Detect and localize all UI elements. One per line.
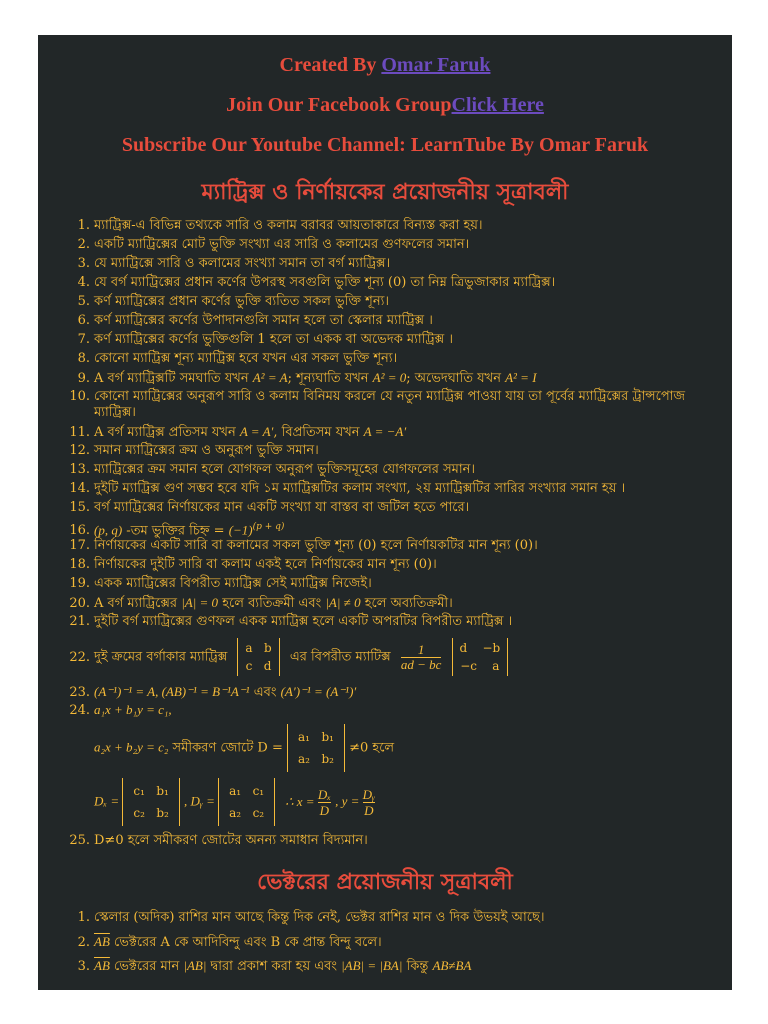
facebook-line: [38, 95, 732, 115]
list-item: 20. A বর্গ ম্যাট্রিক্সের |A| = 0 হলে ব্যতিক্রমী এবং |A| ≠ 0 হলে অব্যতিক্রমী।: [69, 595, 453, 611]
list-item: 11. A বর্গ ম্যাট্রিক্স প্রতিসম যখন A = A′, বিপ্রতিসম যখন A = −A′: [69, 424, 407, 440]
math: A = −A′: [363, 424, 407, 439]
matrix-entry: d: [459, 641, 468, 655]
item-text: স্কেলার (অদিক) রাশির মান আছে কিন্তু দিক নেই, ভেক্টর রাশির মান ও দিক উভয়ই আছে।: [94, 910, 545, 925]
list-item: 9. A বর্গ ম্যাট্রিক্সটি সমঘাতি যখন A² = A; শূন্যঘাতি যখন A² = 0; অভেদঘাতি যখন A² = I: [77, 370, 537, 386]
matrix-entry: a₂: [229, 806, 242, 820]
math: |A| = 0: [181, 595, 219, 610]
fraction: [401, 643, 442, 672]
item-text: দুই ক্রমের বর্গাকার ম্যাট্রিক্স: [94, 649, 228, 665]
math: (−1): [228, 522, 253, 538]
item-text: একটি ম্যাট্রিক্সের মোট ভুক্তি সংখ্যা এর সারি ও কলামের গুণফলের সমান।: [94, 237, 470, 252]
cramer-line: [94, 778, 732, 826]
list-item: 24. a₁x + b₁y = c₁,: [69, 702, 172, 718]
list-item: 3. যে ম্যাট্রিক্সে সারি ও কলামের সংখ্যা সমান তা বর্গ ম্যাট্রিক্স।: [77, 256, 391, 271]
fraction-numerator: Dₓ: [317, 786, 331, 802]
math: |AB|: [183, 958, 207, 973]
list-item: 25. D≠0 হলে সমীকরণ জোটের অনন্য সমাধান বিদ্যমান।: [69, 833, 368, 848]
matrix-entry: d: [263, 659, 272, 673]
math: A² = 0: [372, 370, 407, 385]
math: (A⁻¹)⁻¹ = A, (AB)⁻¹ = B⁻¹A⁻¹: [94, 684, 250, 699]
item-text: , বিপ্রতিসম যখন: [273, 425, 364, 440]
list-item: 1. ম্যাট্রিক্স-এ বিভিন্ন তথ্যকে সারি ও কলাম বরাবর আয়তাকারে বিন্যস্ত করা হয়।: [77, 218, 483, 233]
item-text: দুইটি বর্গ ম্যাট্রিক্সের গুণফল একক ম্যাট্রিক্স হলে একটি অপরটির বিপরীত ম্যাট্রিক্স ।: [94, 614, 513, 629]
item-text: ম্যাট্রিক্স-এ বিভিন্ন তথ্যকে সারি ও কলাম বরাবর আয়তাকারে বিন্যস্ত করা হয়।: [94, 218, 483, 233]
math: a₁x + b₁y = c₁,: [94, 702, 172, 717]
math: |A| ≠ 0: [325, 595, 361, 610]
matrix-entry: b₁: [321, 730, 334, 744]
join-group-label: Join Our Facebook Group: [226, 94, 452, 116]
author-link[interactable]: Omar Faruk: [381, 54, 491, 76]
item-text: ভেক্টরের মান: [109, 959, 184, 974]
inverse-matrix: [452, 638, 509, 676]
item-text: ; শূন্যঘাতি যখন: [287, 371, 373, 386]
fraction-denominator: D: [319, 802, 330, 818]
matrix-entry: a₂: [298, 752, 310, 766]
determinant-Dx: [122, 778, 179, 826]
item-text: নির্ণায়কের একটি সারি বা কলামের সকল ভুক্তি শূন্য (0) হলে নির্ণায়কটির মান শূন্য (0)।: [94, 538, 538, 553]
vector-symbol: $\overline{AB}$: [94, 934, 110, 949]
list-item: 8. কোনো ম্যাট্রিক্স শূন্য ম্যাট্রিক্স হবে যখন এর সকল ভুক্তি শূন্য।: [77, 351, 398, 366]
matrix-entry: c: [245, 659, 253, 673]
math: ∴ x =: [285, 793, 318, 809]
matrix-entry: c₂: [252, 806, 265, 820]
item-text: কর্ণ ম্যাট্রিক্সের প্রধান কর্ণের ভুক্তি ব্যতিত সকল ভুক্তি শূন্য।: [94, 294, 390, 309]
matrix-entry: b₁: [156, 784, 169, 798]
math: , Dᵧ =: [183, 793, 219, 809]
matrix-entry: a₁: [298, 730, 310, 744]
item-text: ম্যাট্রিক্সের ক্রম সমান হলে যোগফল অনুরূপ ভুক্তিসমূহের যোগফলের সমান।: [94, 462, 476, 477]
matrix-2x2: [237, 638, 279, 676]
matrix-entry: c₂: [133, 806, 145, 820]
math: A² = A: [252, 370, 288, 385]
matrix-entry: −c: [460, 659, 478, 673]
item-text: দ্বারা প্রকাশ করা হয় এবং: [206, 959, 342, 974]
item-text: কোনো ম্যাট্রিক্স শূন্য ম্যাট্রিক্স হবে যখন এর সকল ভুক্তি শূন্য।: [94, 351, 398, 366]
list-item: 10. কোনো ম্যাট্রিক্সের অনুরূপ সারি ও কলাম বিনিময় করলে যে নতুন ম্যাট্রিক্স পাওয়া যায় তা পূর্বের ম্যাট্রিক্সের ট্রান্সপোজ ম্যাট্রিক্স।: [66, 389, 716, 421]
item-text: হলে অব্যতিক্রমী।: [360, 596, 453, 611]
click-here-link[interactable]: Click Here: [451, 94, 544, 116]
item-text: সমান ম্যাট্রিক্সের ক্রম ও অনুরূপ ভুক্তি সমান।: [94, 443, 319, 458]
item-text: একক ম্যাট্রিক্সের বিপরীত ম্যাট্রিক্স সেই ম্যাট্রিক্স নিজেই।: [94, 576, 372, 591]
item-text: D≠0 হলে সমীকরণ জোটের অনন্য সমাধান বিদ্যমান।: [94, 833, 368, 848]
item-text: যে ম্যাট্রিক্সে সারি ও কলামের সংখ্যা সমান তা বর্গ ম্যাট্রিক্স।: [94, 256, 391, 271]
item-text: যে বর্গ ম্যাট্রিক্সের প্রধান কর্ণের উপরস্থ সবগুলি ভুক্তি শূন্য (0) তা নিম্ন ত্রিভুজাকার ম্যাট্রিক্স।: [94, 275, 556, 290]
fraction-y: [363, 787, 375, 818]
item-text: দুইটি ম্যাট্রিক্স গুণ সম্ভব হবে যদি ১ম ম্যাট্রিক্সটির কলাম সংখ্যা, ২য় ম্যাট্রিক্সটির সারির সংখ্যার সমান হয় ।: [94, 481, 626, 496]
math: , y =: [335, 793, 363, 809]
determinant-D: [287, 724, 345, 772]
item-text: কর্ণ ম্যাট্রিক্সের কর্ণের উপাদানগুলি সমান হলে তা স্কেলার ম্যাট্রিক্স ।: [94, 313, 433, 328]
matrix-entry: b₂: [156, 806, 169, 820]
list-item: 15. বর্গ ম্যাট্রিক্সের নির্ণায়কের মান একটি সংখ্যা যা বাস্তব বা জটিল হতে পারে।: [69, 500, 470, 515]
item-text: ; অভেদঘাতি যখন: [406, 371, 506, 386]
math: (A′)⁻¹ = (A⁻¹)′: [280, 684, 357, 699]
item-text: কর্ণ ম্যাট্রিক্সের কর্ণের ভুক্তিগুলি 1 হলে তা একক বা অভেদক ম্যাট্রিক্স ।: [94, 332, 453, 347]
determinant-Dy: [218, 778, 275, 826]
fraction-numerator: 1: [401, 643, 442, 658]
list-item: 19. একক ম্যাট্রিক্সের বিপরীত ম্যাট্রিক্স সেই ম্যাট্রিক্স নিজেই।: [69, 576, 372, 591]
item-text: বর্গ ম্যাট্রিক্সের নির্ণায়কের মান একটি সংখ্যা যা বাস্তব বা জটিল হতে পারে।: [94, 500, 470, 515]
list-item: 23. (A⁻¹)⁻¹ = A, (AB)⁻¹ = B⁻¹A⁻¹ এবং (A′)⁻¹ = (A⁻¹)′: [69, 684, 357, 700]
item-text: ≠0 হলে: [349, 740, 395, 756]
list-item: 2. একটি ম্যাট্রিক্সের মোট ভুক্তি সংখ্যা এর সারি ও কলামের গুণফলের সমান।: [77, 237, 470, 252]
list-item: 17. নির্ণায়কের একটি সারি বা কলামের সকল ভুক্তি শূন্য (0) হলে নির্ণায়কটির মান শূন্য (0)।: [69, 538, 538, 553]
math: |AB| = |BA|: [341, 958, 403, 973]
item-text: A বর্গ ম্যাট্রিক্সটি সমঘাতি যখন: [94, 371, 253, 386]
fraction-denominator: ad − bc: [400, 656, 442, 672]
item-text: নির্ণায়কের দুইটি সারি বা কলাম একই হলে নির্ণায়কের মান শূন্য (0)।: [94, 557, 437, 572]
math: A = A′: [239, 424, 274, 439]
fraction-numerator: Dᵧ: [362, 786, 375, 802]
item-text: কোনো ম্যাট্রিক্সের অনুরূপ সারি ও কলাম বিনিময় করলে যে নতুন ম্যাট্রিক্স পাওয়া যায় তা পূর্বের ম্যাট্রিক্সের ট্রান্সপোজ ম্যাট্রিক্স।: [94, 389, 686, 420]
item-text: ভেক্টরের A কে আদিবিন্দু এবং B কে প্রান্ত বিন্দু বলে।: [109, 935, 382, 950]
determinant-line: [94, 724, 732, 772]
item-text: A বর্গ ম্যাট্রিক্সের: [94, 596, 182, 611]
document-page: [38, 35, 732, 990]
list-item: 1. স্কেলার (অদিক) রাশির মান আছে কিন্তু দিক নেই, ভেক্টর রাশির মান ও দিক উভয়ই আছে।: [77, 910, 545, 925]
created-by-line: [38, 55, 732, 75]
matrix-entry: b₂: [321, 752, 334, 766]
section-title-vector: ভেক্টরের প্রয়োজনীয় সূত্রাবলী: [257, 870, 513, 895]
math-superscript: (p + q): [252, 522, 285, 532]
section-title-matrix: ম্যাট্রিক্স ও নির্ণায়কের প্রয়োজনীয় সূত্রাবলী: [201, 180, 569, 205]
list-item: 2. $\overline{AB}$ ভেক্টরের A কে আদিবিন্দু এবং B কে প্রান্ত বিন্দু বলে।: [77, 934, 382, 950]
list-item: 7. কর্ণ ম্যাট্রিক্সের কর্ণের ভুক্তিগুলি 1 হলে তা একক বা অভেদক ম্যাট্রিক্স ।: [77, 332, 453, 347]
fraction-denominator: D: [364, 802, 374, 818]
fraction-x: [318, 787, 331, 818]
math: a₂x + b₂y = c₂: [94, 739, 169, 755]
item-text: এবং: [249, 685, 281, 700]
item-text: এর বিপরীত ম্যাটিক্স: [289, 649, 391, 665]
vector-symbol: $\overline{AB}$: [94, 958, 110, 973]
item-text: সমীকরণ জোটে D =: [168, 740, 288, 756]
matrix-entry: a: [245, 641, 253, 655]
item-text: A বর্গ ম্যাট্রিক্স প্রতিসম যখন: [94, 425, 240, 440]
list-item: 16. (p, q) -তম ভুক্তির চিহ্ন = $(-1)^{(p + q)}$: [69, 522, 285, 539]
youtube-line: Subscribe Our Youtube Channel: LearnTube By Omar Faruk: [121, 134, 649, 156]
item-text: -তম ভুক্তির চিহ্ন =: [122, 523, 229, 539]
item-text: কিন্তু: [402, 959, 433, 974]
matrix-entry: b: [264, 641, 272, 655]
math: AB≠BA: [432, 958, 472, 973]
list-item: 4. যে বর্গ ম্যাট্রিক্সের প্রধান কর্ণের উপরস্থ সবগুলি ভুক্তি শূন্য (0) তা নিম্ন ত্রিভুজাকার ম্যাট্রিক্স।: [77, 275, 556, 290]
matrix-entry: a₁: [229, 784, 242, 798]
math: Dₓ =: [94, 793, 123, 809]
list-item: 22. দুই ক্রমের বর্গাকার ম্যাট্রিক্স a b c d এর বিপরীত ম্যাটিক্স $\frac{1}{ad - bc}$ d −b −c a: [66, 638, 716, 676]
math: (p, q): [94, 522, 123, 538]
math: A² = I: [505, 370, 537, 385]
item-text: হলে ব্যতিক্রমী এবং: [218, 596, 326, 611]
list-item: 13. ম্যাট্রিক্সের ক্রম সমান হলে যোগফল অনুরূপ ভুক্তিসমূহের যোগফলের সমান।: [69, 462, 476, 477]
list-item: 6. কর্ণ ম্যাট্রিক্সের কর্ণের উপাদানগুলি সমান হলে তা স্কেলার ম্যাট্রিক্স ।: [77, 313, 433, 328]
list-item: 14. দুইটি ম্যাট্রিক্স গুণ সম্ভব হবে যদি ১ম ম্যাট্রিক্সটির কলাম সংখ্যা, ২য় ম্যাট্রিক্সটির সারির সংখ্যার সমান হয় ।: [69, 481, 626, 496]
matrix-entry: c₁: [252, 784, 265, 798]
matrix-entry: −b: [482, 641, 501, 655]
matrix-entry: c₁: [133, 784, 145, 798]
matrix-entry: a: [492, 659, 500, 673]
list-item: 5. কর্ণ ম্যাট্রিক্সের প্রধান কর্ণের ভুক্তি ব্যতিত সকল ভুক্তি শূন্য।: [77, 294, 390, 309]
list-item: 21. দুইটি বর্গ ম্যাট্রিক্সের গুণফল একক ম্যাট্রিক্স হলে একটি অপরটির বিপরীত ম্যাট্রিক্স ।: [69, 614, 513, 629]
created-by-label: Created By: [279, 54, 382, 76]
list-item: 18. নির্ণায়কের দুইটি সারি বা কলাম একই হলে নির্ণায়কের মান শূন্য (0)।: [69, 557, 437, 572]
list-item: 3. $\overline{AB}$ ভেক্টরের মান |AB| দ্বারা প্রকাশ করা হয় এবং |AB| = |BA| কিন্তু AB≠BA: [77, 958, 472, 974]
list-item: 12. সমান ম্যাট্রিক্সের ক্রম ও অনুরূপ ভুক্তি সমান।: [69, 443, 319, 458]
